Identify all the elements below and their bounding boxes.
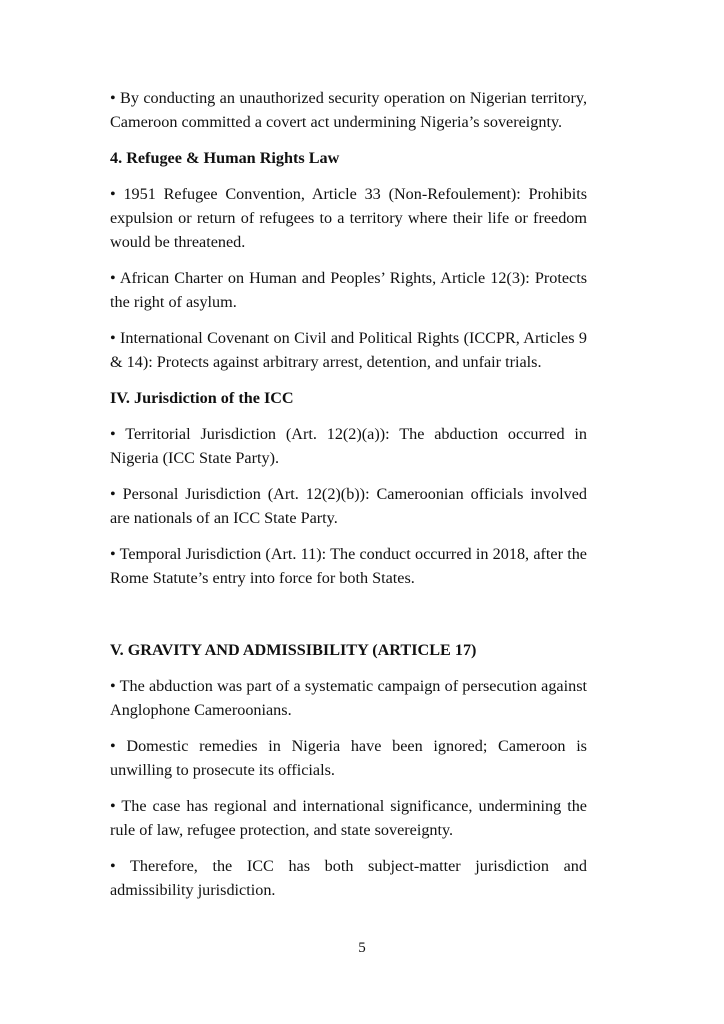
heading-refugee-human-rights-law: 4. Refugee & Human Rights Law: [110, 149, 340, 167]
paragraph-regional-significance: • The case has regional and international significance, undermining the rule of law, refugee protection, and state sovereignty.: [110, 797, 587, 839]
page-number: 5: [358, 940, 366, 956]
document-page: [110, 86, 587, 902]
paragraph-conclusion: • Therefore, the ICC has both subject-matter jurisdiction and admissibility jurisdiction.: [110, 857, 587, 899]
heading-gravity-admissibility: V. GRAVITY AND ADMISSIBILITY (ARTICLE 17): [110, 641, 477, 659]
paragraph-domestic-remedies: • Domestic remedies in Nigeria have been ignored; Cameroon is unwilling to prosecute its officials.: [110, 737, 587, 779]
heading-jurisdiction-icc: IV. Jurisdiction of the ICC: [110, 389, 294, 407]
paragraph-sovereignty: • By conducting an unauthorized security operation on Nigerian territory, Cameroon committed a covert act undermining Nigeria’s sovereignty.: [110, 89, 587, 131]
paragraph-temporal-jurisdiction: • Temporal Jurisdiction (Art. 11): The conduct occurred in 2018, after the Rome Statute’s entry into force for both States.: [110, 545, 587, 587]
paragraph-territorial-jurisdiction: • Territorial Jurisdiction (Art. 12(2)(a)): The abduction occurred in Nigeria (ICC State Party).: [110, 425, 587, 467]
paragraph-african-charter: • African Charter on Human and Peoples’ Rights, Article 12(3): Protects the right of asylum.: [110, 269, 587, 311]
paragraph-personal-jurisdiction: • Personal Jurisdiction (Art. 12(2)(b)): Cameroonian officials involved are nationals of an ICC State Party.: [110, 485, 587, 527]
paragraph-refugee-convention: • 1951 Refugee Convention, Article 33 (Non-Refoulement): Prohibits expulsion or return of refugees to a territory where their life or freedom would be threatened.: [110, 185, 587, 251]
paragraph-iccpr: • International Covenant on Civil and Political Rights (ICCPR, Articles 9 & 14): Protects against arbitrary arrest, detention, and unfair trials.: [110, 329, 587, 371]
paragraph-systematic-campaign: • The abduction was part of a systematic campaign of persecution against Anglophone Cameroonians.: [110, 677, 587, 719]
